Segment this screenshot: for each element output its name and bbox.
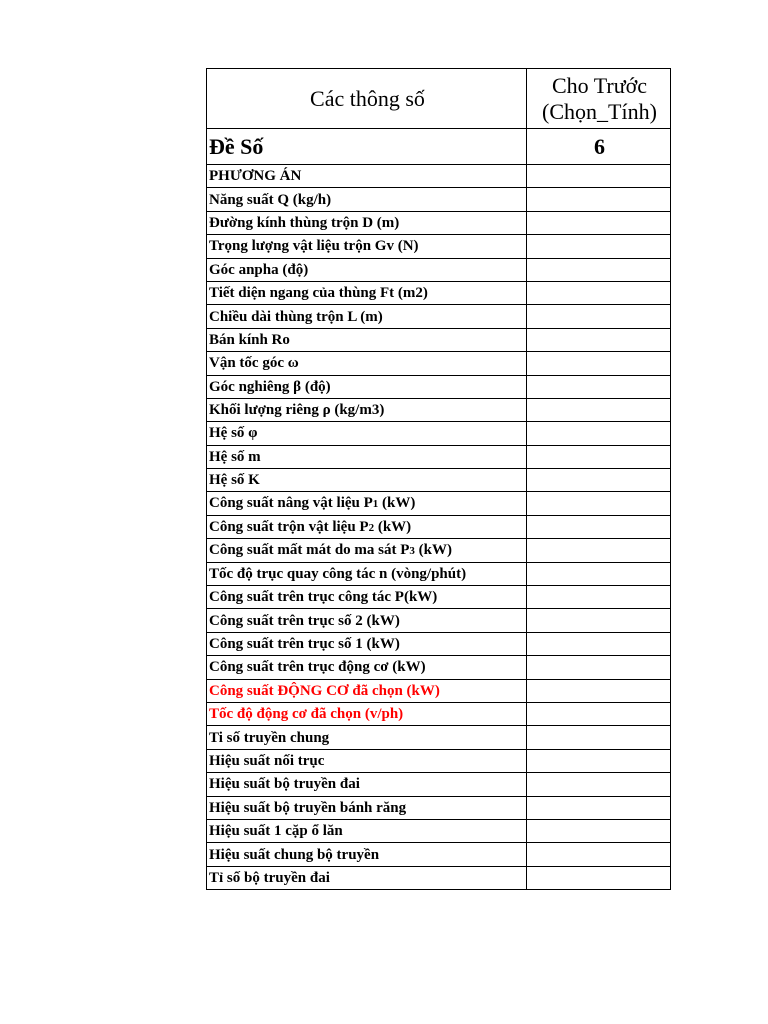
parameters-table-body <box>207 69 671 890</box>
table-row <box>207 749 671 772</box>
param-label: Công suất trên trục số 2 (kW) <box>209 612 400 629</box>
param-label: Góc nghiêng β (độ) <box>209 378 331 395</box>
table-row <box>207 235 671 258</box>
table-row <box>207 165 671 188</box>
param-label-cell[interactable] <box>207 679 527 702</box>
param-label-subscript: 2 <box>368 521 375 534</box>
param-value-cell[interactable] <box>527 773 671 796</box>
table-row <box>207 656 671 679</box>
param-value-cell[interactable] <box>527 188 671 211</box>
param-label-unit: (kW) <box>374 518 412 535</box>
param-value-cell[interactable] <box>527 469 671 492</box>
param-label: Công suất mất mát do ma sát P <box>209 541 410 558</box>
table-row <box>207 258 671 281</box>
param-value-cell[interactable] <box>527 726 671 749</box>
value-header-line1: Cho Trước <box>551 72 648 98</box>
table-row <box>207 632 671 655</box>
param-label: Đường kính thùng trộn D (m) <box>209 214 400 231</box>
table-row <box>207 305 671 328</box>
param-label: Công suất nâng vật liệu P <box>209 495 373 512</box>
param-value-cell[interactable] <box>527 562 671 585</box>
table-row <box>207 679 671 702</box>
param-value-cell[interactable] <box>527 492 671 515</box>
param-label-cell[interactable] <box>207 469 527 492</box>
table-row <box>207 796 671 819</box>
de-so-label: Đề Số <box>209 133 264 159</box>
table-row <box>207 539 671 562</box>
param-label: Hiệu suất bộ truyền đai <box>209 776 360 793</box>
param-value-cell[interactable] <box>527 632 671 655</box>
param-value-cell[interactable] <box>527 702 671 725</box>
param-label-cell[interactable] <box>207 305 527 328</box>
param-value-cell[interactable] <box>527 515 671 538</box>
table-row <box>207 188 671 211</box>
param-value-cell[interactable] <box>527 866 671 889</box>
param-label-cell[interactable] <box>207 609 527 632</box>
param-label-cell[interactable] <box>207 515 527 538</box>
param-value-cell[interactable] <box>527 586 671 609</box>
table-row <box>207 375 671 398</box>
param-header-label: Các thông số <box>310 85 425 111</box>
table-row <box>207 819 671 842</box>
table-row <box>207 843 671 866</box>
param-header-cell[interactable] <box>207 69 527 129</box>
param-value-cell[interactable] <box>527 609 671 632</box>
param-value-cell[interactable] <box>527 656 671 679</box>
param-label-cell[interactable] <box>207 632 527 655</box>
table-row <box>207 866 671 889</box>
param-label: Hệ số K <box>209 472 260 489</box>
param-label-cell[interactable] <box>207 375 527 398</box>
param-value-cell[interactable] <box>527 843 671 866</box>
param-label-cell[interactable] <box>207 445 527 468</box>
param-value-cell[interactable] <box>527 165 671 188</box>
param-label-cell[interactable] <box>207 492 527 515</box>
de-so-row <box>207 129 671 165</box>
de-so-label-cell[interactable] <box>207 129 527 165</box>
param-value-cell[interactable] <box>527 375 671 398</box>
param-value-cell[interactable] <box>527 211 671 234</box>
param-label-cell[interactable] <box>207 211 527 234</box>
param-label-cell[interactable] <box>207 819 527 842</box>
param-label: Hệ số m <box>209 448 261 465</box>
param-label: Chiều dài thùng trộn L (m) <box>209 308 383 325</box>
param-value-cell[interactable] <box>527 679 671 702</box>
param-label: Góc anpha (độ) <box>209 261 309 278</box>
param-label: Vận tốc góc ω <box>209 355 299 372</box>
param-label: Tiết diện ngang của thùng Ft (m2) <box>209 285 428 302</box>
value-header-line2: (Chọn_Tính) <box>542 98 657 124</box>
param-label: Hiệu suất nối trục <box>209 752 325 769</box>
de-so-value-cell[interactable] <box>527 129 671 165</box>
param-value-cell[interactable] <box>527 445 671 468</box>
param-label: Tốc độ trục quay công tác n (vòng/phút) <box>209 565 467 582</box>
param-label: Năng suất Q (kg/h) <box>209 191 332 208</box>
param-label-cell[interactable] <box>207 328 527 351</box>
param-label: Công suất trộn vật liệu P <box>209 518 369 535</box>
table-row <box>207 352 671 375</box>
table-row <box>207 281 671 304</box>
param-value-cell[interactable] <box>527 422 671 445</box>
param-label-cell[interactable] <box>207 352 527 375</box>
param-label: Công suất trên trục động cơ (kW) <box>209 659 426 676</box>
param-label-cell[interactable] <box>207 258 527 281</box>
param-label: Trọng lượng vật liệu trộn Gv (N) <box>209 238 419 255</box>
value-header-cell[interactable] <box>527 69 671 129</box>
param-label-cell[interactable] <box>207 539 527 562</box>
param-label: Công suất ĐỘNG CƠ đã chọn (kW) <box>209 682 440 699</box>
param-label-subscript: 3 <box>409 544 415 557</box>
param-label-cell[interactable] <box>207 656 527 679</box>
table-row <box>207 562 671 585</box>
param-label: Bán kính Ro <box>209 331 290 348</box>
param-label-cell[interactable] <box>207 796 527 819</box>
param-label: Công suất trên trục số 1 (kW) <box>209 636 400 652</box>
param-label: Hiệu suất 1 cặp ổ lăn <box>209 823 343 840</box>
param-label-unit: (kW) <box>378 495 416 512</box>
param-value-cell[interactable] <box>527 398 671 421</box>
table-row <box>207 726 671 749</box>
param-value-cell[interactable] <box>527 819 671 842</box>
param-value-cell[interactable] <box>527 235 671 258</box>
param-label-cell[interactable] <box>207 422 527 445</box>
param-label-cell[interactable] <box>207 188 527 211</box>
param-value-cell[interactable] <box>527 258 671 281</box>
param-value-cell[interactable] <box>527 328 671 351</box>
param-value-cell[interactable] <box>527 352 671 375</box>
table-row <box>207 398 671 421</box>
param-value-cell[interactable] <box>527 305 671 328</box>
table-row <box>207 702 671 725</box>
table-row <box>207 492 671 515</box>
param-label: Công suất trên trục công tác P(kW) <box>209 589 438 606</box>
param-value-cell[interactable] <box>527 281 671 304</box>
table-row <box>207 586 671 609</box>
param-label-cell[interactable] <box>207 749 527 772</box>
param-label-cell[interactable] <box>207 398 527 421</box>
param-label-cell[interactable] <box>207 773 527 796</box>
param-label-cell[interactable] <box>207 235 527 258</box>
param-label-cell[interactable] <box>207 281 527 304</box>
param-label-cell[interactable] <box>207 562 527 585</box>
table-row <box>207 469 671 492</box>
param-label-cell[interactable] <box>207 866 527 889</box>
table-row <box>207 328 671 351</box>
param-label: Ti số truyền chung <box>209 729 330 746</box>
param-label-cell[interactable] <box>207 702 527 725</box>
table-row <box>207 211 671 234</box>
parameters-table <box>206 68 671 890</box>
table-row <box>207 609 671 632</box>
param-value-cell[interactable] <box>527 749 671 772</box>
param-label: Hiệu suất bộ truyền bánh răng <box>209 799 407 816</box>
table-row <box>207 422 671 445</box>
param-label-subscript: 1 <box>372 498 379 511</box>
param-label: Hệ số φ <box>209 425 258 442</box>
param-label-cell[interactable] <box>207 843 527 866</box>
param-label-cell[interactable] <box>207 586 527 609</box>
param-label-cell[interactable] <box>207 165 527 188</box>
param-value-cell[interactable] <box>527 539 671 562</box>
table-row <box>207 773 671 796</box>
table-row <box>207 515 671 538</box>
param-label: Tốc độ động cơ đã chọn (v/ph) <box>209 706 404 723</box>
param-label: Hiệu suất chung bộ truyền <box>209 846 380 863</box>
param-label: Khối lượng riêng ρ (kg/m3) <box>209 402 385 419</box>
header-row <box>207 69 671 129</box>
param-label: PHƯƠNG ÁN <box>209 168 302 185</box>
table-row <box>207 445 671 468</box>
param-label-unit: (kW) <box>414 541 453 558</box>
de-so-value: 6 <box>594 133 605 159</box>
param-label-cell[interactable] <box>207 726 527 749</box>
param-value-cell[interactable] <box>527 796 671 819</box>
param-label: Tỉ số bộ truyền đai <box>209 869 330 886</box>
